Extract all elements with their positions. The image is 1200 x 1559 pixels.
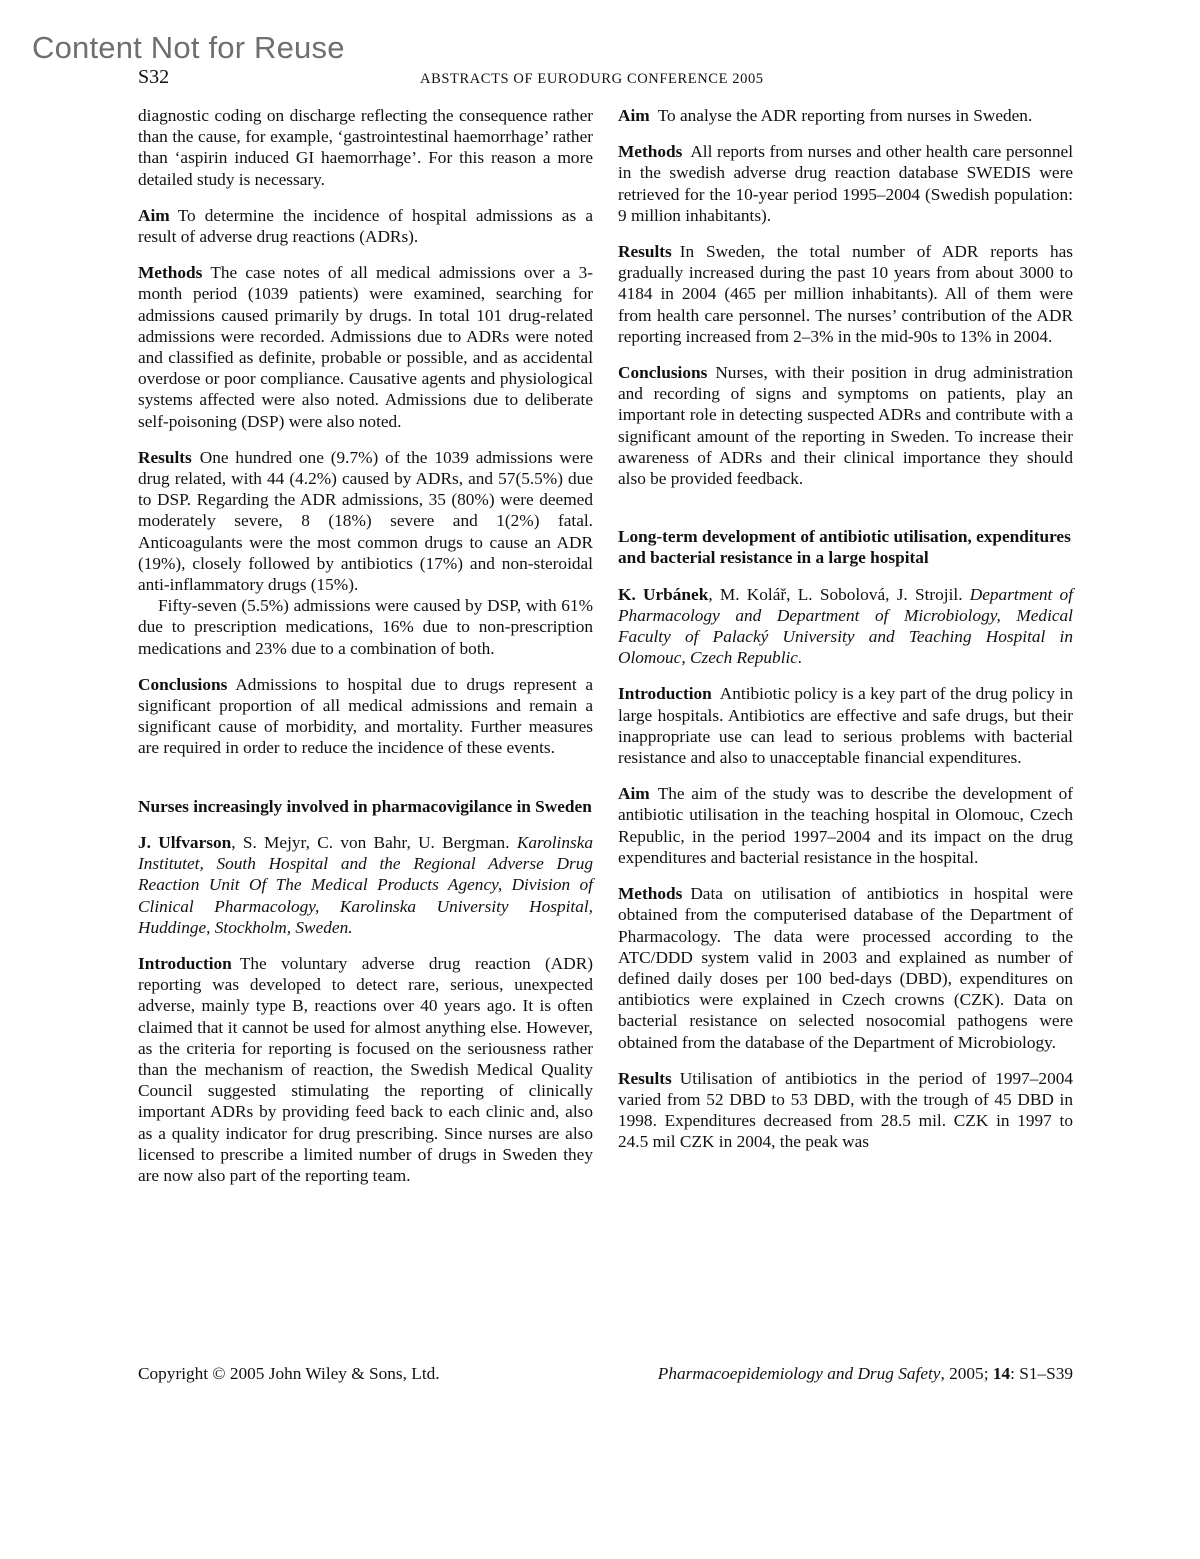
aim-paragraph-2 (618, 783, 1073, 868)
results-label: Results (138, 447, 192, 467)
introduction-text: Antibiotic policy is a key part of the drug policy in large hospitals. Antibiotics are effective and safe drugs, but their inappropriate use can lead to serious problems with bacterial resistance and also to unacceptable financial expenditures. (618, 684, 1073, 768)
methods-text: The case notes of all medical admissions over a 3-month period (1039 patients) were examined, searching for admissions caused primarily by drugs. In total 101 drug-related admissions were recorded. Admissions due to ADRs were noted and classified as definite, probable or possible, and as accidental overdose or poor compliance. Causative agents and physiological systems affected were also noted. Admissions due to deliberate self-poisoning (DSP) were also noted. (138, 263, 593, 431)
aim-label: Aim (138, 205, 170, 225)
introduction-paragraph (618, 683, 1073, 768)
introduction-paragraph (138, 953, 593, 1186)
results-label: Results (618, 242, 672, 262)
aim-text: To determine the incidence of hospital admissions as a result of adverse drug reactions (ADRs). (138, 205, 593, 247)
results-paragraph (138, 447, 593, 595)
aim-label: Aim (618, 784, 650, 804)
aim-text: The aim of the study was to describe the development of antibiotic utilisation in the teaching hospital in Olomouc, Czech Republic, in the period 1997–2004 and its impact on the drug expenditures and bacterial resistance in the hospital. (618, 784, 1073, 867)
introduction-label: Introduction (618, 684, 712, 704)
conclusions-label: Conclusions (618, 363, 708, 383)
affiliation: Karolinska Institutet, South Hospital and the Regional Adverse Drug Reaction Unit Of The Medical Products Agency, Division of Clinical Pharmacology, Karolinska University Hospital, Huddinge, Stockholm, Sweden. (138, 832, 593, 937)
page-number: S32 (138, 66, 170, 88)
abstract-title: Long-term development of antibiotic utilisation, expenditures and bacterial resistance in a large hospital (618, 527, 1071, 568)
left-column (138, 105, 593, 1186)
conclusions-text: Admissions to hospital due to drugs represent a significant proportion of all medical admissions and remain a significant cause of morbidity, and mortality. Further measures are required in order to reduce the incidence of these events. (138, 674, 593, 758)
co-authors: , M. Kolář, L. Sobolová, J. Strojil. (708, 584, 963, 604)
methods-label: Methods (138, 263, 203, 283)
results-label: Results (618, 1068, 672, 1088)
copyright-notice: Copyright © 2005 John Wiley & Sons, Ltd. (138, 1364, 440, 1383)
right-column (618, 105, 1073, 1153)
running-title: ABSTRACTS OF EURODURG CONFERENCE 2005 (420, 71, 764, 87)
abstract-title: Nurses increasingly involved in pharmacovigilance in Sweden (138, 796, 592, 816)
conclusions-paragraph (618, 362, 1073, 489)
methods-label: Methods (618, 142, 683, 162)
results-text: In Sweden, the total number of ADR reports has gradually increased during the past 10 years from about 3000 to 4184 in 2004 (465 per million inhabitants). All of them were from health care personnel. The nurses’ contribution of the ADR reporting increased from 2–3% in the mid-90s to 13% in 2004. (618, 242, 1073, 346)
methods-label: Methods (618, 884, 683, 904)
methods-text: Data on utilisation of antibiotics in hospital were obtained from the computerised database of the Department of Pharmacology. The data were processed according to the ATC/DDD system valid in 2003 and explained as number of defined daily doses per 100 bed-days (DBD), expenditures on antibiotics were explained in Czech crowns (CZK). Data on bacterial resistance on selected nosocomial pathogens were obtained from the database of the Department of Microbiology. (618, 884, 1073, 1052)
results-paragraph-2: Fifty-seven (5.5%) admissions were caused by DSP, with 61% due to prescription medications, 16% due to non-prescription medications and 23% due to a combination of both. (138, 596, 593, 658)
aim-paragraph (138, 205, 593, 247)
results-text: Utilisation of antibiotics in the period of 1997–2004 varied from 52 DBD to 53 DBD, with the trough of 45 DBD in 1998. Expenditures decreased from 28.5 mil. CZK in 1997 to 24.5 mil CZK in 2004, the peak was (618, 1068, 1073, 1152)
aim-text: To analyse the ADR reporting from nurses in Sweden. (657, 106, 1033, 125)
conclusions-paragraph (138, 674, 593, 759)
watermark: Content Not for Reuse (32, 30, 345, 65)
citation-year: , 2005; (940, 1364, 993, 1383)
lead-author: J. Ulfvarson (138, 832, 232, 852)
aim-label: Aim (618, 106, 650, 125)
author-line (618, 584, 1073, 669)
aim-paragraph (618, 105, 1073, 126)
results-paragraph-2 (618, 1068, 1073, 1153)
conclusions-text: Nurses, with their position in drug administration and recording of signs and symptoms on patients, play an important role in detecting suspected ADRs and contribute with a significant amount of the reporting in Sweden. To increase their awareness of ADRs and their clinical importance they should also be provided feedback. (618, 363, 1073, 489)
methods-paragraph (618, 141, 1073, 226)
conclusions-label: Conclusions (138, 674, 228, 694)
methods-text: All reports from nurses and other health care personnel in the swedish adverse drug reaction database SWEDIS were retrieved for the 10-year period 1995–2004 (Swedish population: 9 million inhabitants). (618, 142, 1073, 225)
co-authors: , S. Mejyr, C. von Bahr, U. Bergman. (231, 832, 510, 852)
introduction-text: The voluntary adverse drug reaction (ADR) reporting was developed to detect rare, serious, unexpected adverse, mainly type B, reactions over 40 years ago. It is often claimed that it cannot be used for almost anything else. However, as the criteria for reporting is focused on the seriousness rather than the mechanism of reaction, the Swedish Medical Quality Council suggested stimulating the reporting of clinically important ADRs by providing feed back to each clinic and, also as a quality indicator for drug prescribing. Since nurses are also licensed to prescribe a limited number of drugs in Sweden they are now also part of the reporting team. (138, 953, 593, 1185)
citation-pages: : S1–S39 (1010, 1364, 1073, 1383)
citation-volume: 14 (992, 1364, 1011, 1383)
continuation-text: diagnostic coding on discharge reflecting the consequence rather than the cause, for example, ‘gastrointestinal haemorrhage’ rather than ‘aspirin induced GI haemorrhage’. For this reason a more detailed study is necessary. (138, 106, 593, 189)
results-paragraph (618, 241, 1073, 347)
affiliation: Department of Pharmacology and Department of Microbiology, Medical Faculty of Palacký University and Teaching Hospital in Olomouc, Czech Republic. (618, 584, 1074, 668)
results-text: One hundred one (9.7%) of the 1039 admissions were drug related, with 44 (4.2%) caused by ADRs, and 57(5.5%) due to DSP. Regarding the ADR admissions, 35 (80%) were deemed moderately severe, 8 (18%) severe and 1(2%) fatal. Anticoagulants were the most common drugs to cause an ADR (19%), closely followed by antibiotics (17%) and non-steroidal anti-inflammatory drugs (15%). (138, 447, 593, 595)
methods-paragraph-2 (618, 883, 1073, 1053)
journal-name: Pharmacoepidemiology and Drug Safety (657, 1364, 941, 1383)
journal-citation (658, 1364, 1073, 1384)
introduction-label: Introduction (138, 953, 232, 973)
methods-paragraph (138, 262, 593, 432)
lead-author: K. Urbánek (618, 584, 709, 604)
author-line (138, 832, 593, 938)
